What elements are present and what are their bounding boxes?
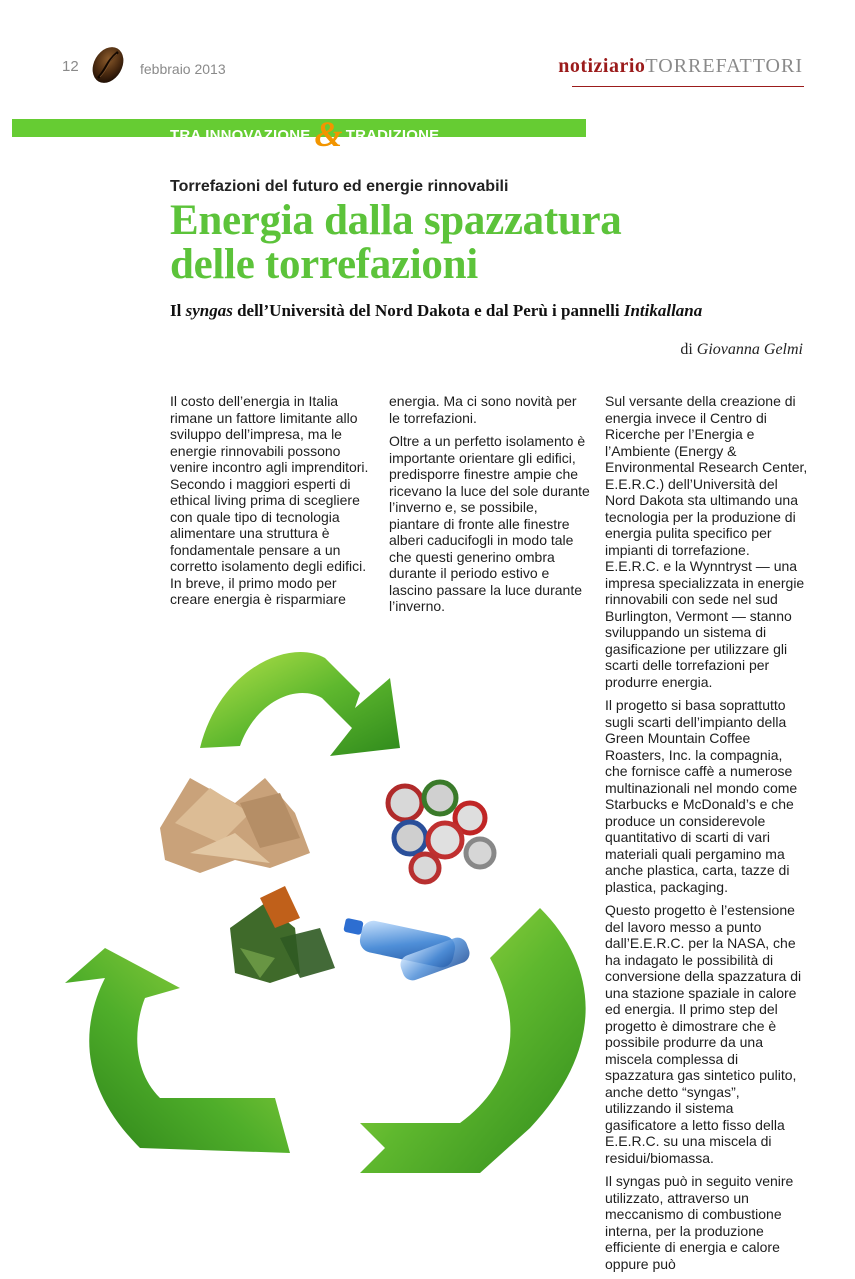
masthead-secondary: TORREFATTORI <box>645 55 803 77</box>
byline-prefix: di <box>680 341 693 358</box>
subheadline-part: syngas <box>185 301 233 320</box>
headline-line-1: Energia dalla spazzatura <box>170 197 622 244</box>
article-kicker: Torrefazioni del futuro ed energie rinnovabili <box>170 178 509 195</box>
subheadline-part: dell’Università del Nord Dakota e dal Perù i pannelli <box>232 301 624 320</box>
article-headline <box>170 199 810 287</box>
article-column-2 <box>389 393 591 622</box>
masthead-primary: notiziario <box>558 55 646 77</box>
masthead <box>558 55 803 78</box>
recycle-illustration <box>60 628 600 1188</box>
masthead-rule <box>572 86 804 87</box>
article-column-1 <box>170 393 374 615</box>
subheadline-part: Il <box>170 301 186 320</box>
glass-pile <box>230 886 335 983</box>
byline-author: Giovanna Gelmi <box>696 341 803 358</box>
paragraph: Il progetto si basa soprattutto sugli scarti dell’impianto della Green Mountain Coffee Roasters, Inc. la compagnia, che fornisce caffè a numerose multinazionali nel mondo come Starbucks e McDonald’s e che produce un considerevole quantitativo di scarti di vari materiali quali pergamino ma anche plastica, carta, tazze di plastica, packaging. <box>605 697 798 895</box>
paragraph: Il syngas può in seguito venire utilizzato, attraverso un meccanismo di combustione interna, per la produzione efficiente di energia e calore oppure può <box>605 1173 794 1272</box>
paragraph: Questo progetto è l’estensione del lavoro messo a punto dall’E.E.R.C. per la NASA, che ha indagato le possibilità di conversione della spazzatura di una stazione spaziale in calore ed energia. Il primo step del progetto è dimostrare che è possibile produrre da una miscela complessa di spazzatura gas sintetico pulito, anche detto “syngas”, utilizzando il sistema gasificatore a letto fisso della E.E.R.C. su una miscela di residui/biomassa. <box>605 902 802 1166</box>
cardboard-pile <box>160 778 310 873</box>
section-label-right: TRADIZIONE <box>345 127 440 144</box>
article-byline <box>680 341 803 359</box>
article-column-3 <box>605 393 808 1279</box>
paragraph: Sul versante della creazione di energia invece il Centro di Ricerche per l’Energia e l’Ambiente (Energy & Environmental Research Center, E.E.R.C.) dell’Università del Nord Dakota sta ultimando una tecnologia per la produzione di energia pulita specifico per impianti di torrefazione. E.E.R.C. e la Wynntryst — una impresa specializzata in energie rinnovabili con sede nel sud Burlington, Vermont — stanno sviluppando un sistema di gasificazione per utilizzare gli scarti delle torrefazioni per produrre energia. <box>605 393 808 690</box>
article-subheadline <box>170 301 820 321</box>
subheadline-part: Intikallana <box>623 301 703 320</box>
section-label <box>170 114 440 154</box>
paragraph: Il costo dell’energia in Italia rimane un fattore limitante allo sviluppo dell’impresa, ma le energie rinnovabili possono venire incontro agli imprenditori. Secondo i maggiori esperti di ethical living prima di scegliere con quale tipo di tecnologia alimentare una struttura è fondamentale pensare a un corretto isolamento degli edifici. In breve, il primo modo per creare energia è risparmiare <box>170 393 369 607</box>
paragraph: energia. Ma ci sono novità per le torrefazioni. <box>389 393 577 426</box>
coffee-bean-icon <box>88 44 128 86</box>
section-label-ampersand: & <box>314 114 343 154</box>
cans-pile <box>388 782 494 882</box>
section-label-left: TRA INNOVAZIONE <box>170 127 311 144</box>
issue-date: febbraio 2013 <box>140 61 226 77</box>
paragraph: Oltre a un perfetto isolamento è importante orientare gli edifici, predisporre finestre ampie che ricevano la luce del sole durante l’inverno e, se possibile, piantare di fronte alle finestre alberi caducifogli in modo tale che questi generino ombra durante il periodo estivo e lascino passare la luce durante l’inverno. <box>389 433 590 614</box>
recycle-arrow-top <box>200 652 400 756</box>
page-number: 12 <box>62 58 79 75</box>
plastic-bottle-pile <box>343 918 472 983</box>
headline-line-2: delle torrefazioni <box>170 241 478 288</box>
